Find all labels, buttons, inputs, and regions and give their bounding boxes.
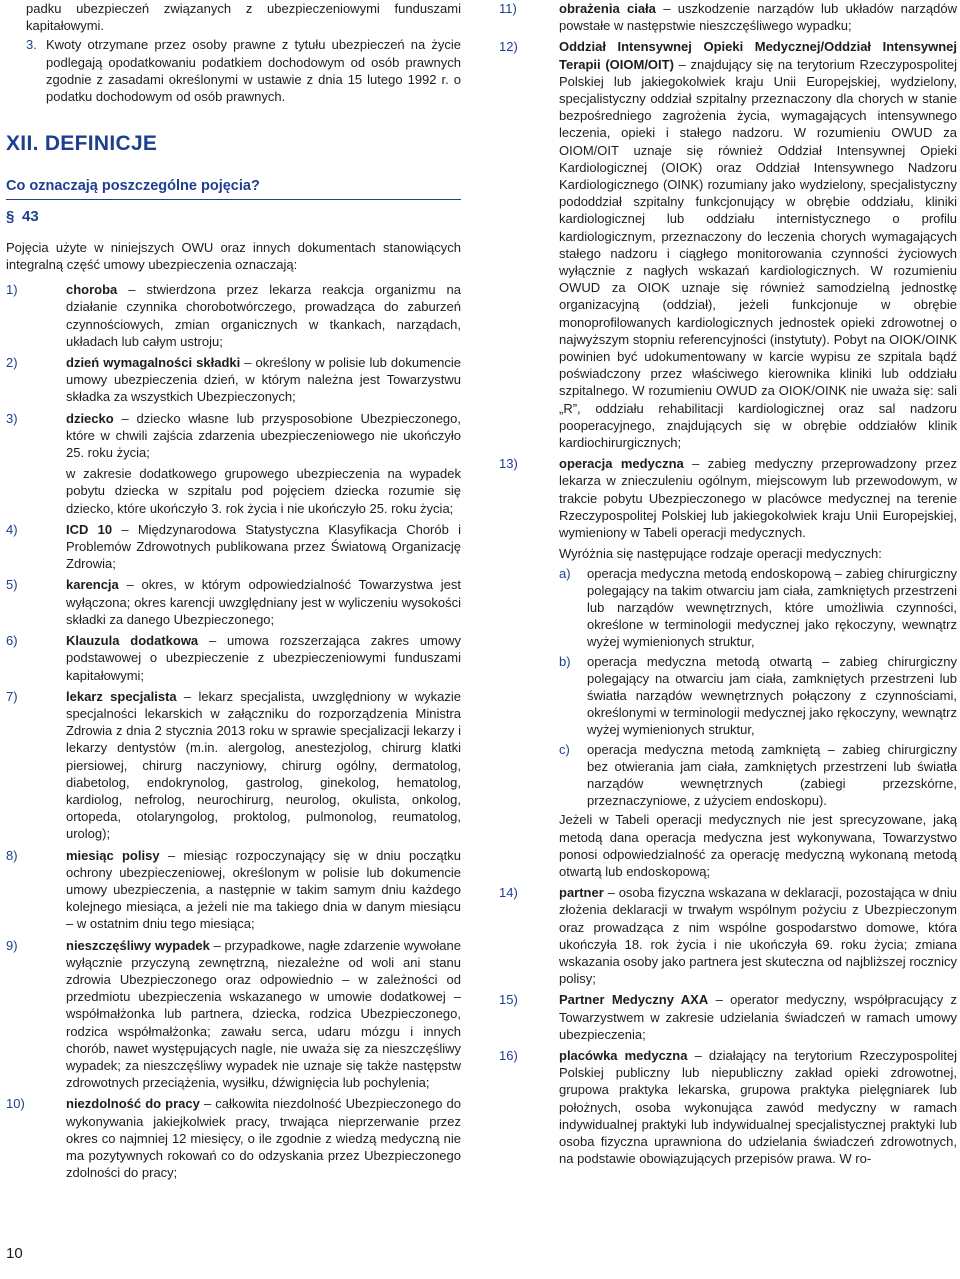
definition-item: [6, 847, 461, 933]
subitem-text: operacja medyczna metodą otwartą – zabieg chirurgiczny polegający na otwarciu jam ciała, zamkniętych przestrzeni lub światła narządów wewnętrznych połączony z czynnościami, określonymi w terminologii medycznej jako rękoczyny, wewnątrz wyżej wymienionych struktur,: [587, 653, 957, 738]
right-column: [499, 0, 957, 1171]
definition-text: – całkowita niezdolność Ubezpieczonego do wykonywania jakiejkolwiek pracy, trwająca nieprzerwanie przez okres co najmniej 12 miesięcy, o ile zgodnie z wiedzą medyczną nie ma pozytywnych rokowań co do odzyskania przez Ubezpieczonego zdolności do pracy;: [66, 1096, 461, 1181]
definition-text: – lekarz specjalista, uwzględniony w wykazie specjalności lekarskich w załączniku do rozporządzenia Ministra Zdrowia z dnia 2 stycznia 2013 roku w sprawie specjalizacji lekarzy i lekarzy dentystów (m.in. alergolog, anestezjolog, chirurg klatki piersiowej, chirurg naczyniowy, chirurg ogólny, dermatolog, diabetolog, endokrynolog, gastrolog, ginekolog, hematolog, kardiolog, nefrolog, neurochirurg, neurolog, okulista, onkolog, ortopeda, otolaryngolog, proktolog, pulmonolog, reumatolog, urolog);: [66, 688, 461, 842]
definition-text: – umowa rozszerzająca zakres umowy podstawowej o ubezpieczenie z ubezpieczeniowymi funduszami kapitałowymi;: [66, 633, 461, 683]
paragraph-number: [6, 208, 461, 225]
definition-paragraph: [66, 410, 461, 462]
definition-paragraph: [559, 1047, 957, 1167]
definition-body: [66, 688, 461, 843]
definition-term: placówka medyczna: [559, 1047, 688, 1063]
definition-number: 2): [6, 355, 18, 371]
definition-term: miesiąc polisy: [66, 847, 160, 863]
definition-item: [6, 632, 461, 684]
definition-term: choroba: [66, 282, 118, 298]
definitions-list-right: [499, 0, 957, 1167]
definition-number: 15): [499, 992, 518, 1008]
left-column: [6, 0, 461, 1185]
definition-subitem: [559, 653, 957, 739]
definition-paragraph: [66, 937, 461, 1092]
definition-item: [499, 0, 957, 34]
definition-item: [6, 354, 461, 406]
definition-number: 7): [6, 688, 18, 704]
definition-text: – zabieg medyczny przeprowadzony przez lekarza w znieczuleniu ogólnym, miejscowym lub przewodowym, w trakcie pobytu Ubezpieczonego w placówce medycznej na terenie Rzeczypospolitej Polskiej lub jakiegokolwiek kraju Unii Europejskiej, wymieniony w Tabeli operacji medycznych.: [559, 456, 957, 541]
paragraph-number-value: 43: [22, 207, 39, 225]
definition-number: 12): [499, 39, 518, 55]
definition-body: [66, 937, 461, 1092]
definition-text: – okres, w którym odpowiedzialność Towarzystwa jest wyłączona; okres karencji uwzględniany jest w wyliczeniu wysokości składki za danego Ubezpieczonego;: [66, 577, 461, 627]
definition-text: – uszkodzenie narządów lub układów narządów powstałe w następstwie nieszczęśliwego wypadku;: [559, 1, 957, 34]
definition-item: [6, 521, 461, 573]
definition-item: [6, 281, 461, 350]
definition-item: [499, 38, 957, 451]
definitions-list-left: [6, 281, 461, 1181]
definition-number: 16): [499, 1047, 518, 1063]
definition-number: 13): [499, 456, 518, 472]
definition-body: [66, 632, 461, 684]
continued-text: padku ubezpieczeń związanych z ubezpieczeniowymi funduszami kapitałowymi.: [26, 1, 461, 34]
subheading: Co oznaczają poszczególne pojęcia?: [6, 178, 461, 199]
subitem-letter: c): [559, 741, 570, 757]
definition-body: [66, 576, 461, 628]
definition-term: dziecko: [66, 410, 114, 426]
definition-paragraph: [559, 991, 957, 1043]
subitem-text: operacja medyczna metodą endoskopową – zabieg chirurgiczny polegający na takim otwarciu jam ciała, zamkniętych przestrzeni lub narządów wewnętrznych, które umożliwia czynności, określone w terminologii medycznej jako rękoczyny, wewnątrz wyżej wymienionych struktur,: [587, 565, 957, 650]
definition-number: 14): [499, 885, 518, 901]
list-text: Kwoty otrzymane przez osoby prawne z tytułu ubezpieczeń na życie podlegają opodatkowaniu podatkiem dochodowym od osób prawnych zgodnie z zasadami określonymi w ustawie z dnia 15 lutego 1992 r. o podatku dochodowym od osób prawnych.: [46, 37, 461, 105]
definition-term: operacja medyczna: [559, 456, 684, 472]
definition-paragraph: [66, 521, 461, 573]
definition-tail: Jeżeli w Tabeli operacji medycznych nie jest sprecyzowane, jaką metodą dana operacja medyczna jest wykonywana, Towarzystwo ponosi odpowiedzialność za operację medyczną wykonaną metodą otwartą lub endoskopową;: [559, 812, 957, 879]
definition-text: – miesiąc rozpoczynający się w dniu początku ochrony ubezpieczeniowej, określonym w polisie lub dokumencie umowy ubezpieczenia, a następnie w takim samym dniu każdego kolejnego miesiąca, a jeżeli nie ma takiego dnia w danym miesiącu – w ostatnim dniu tego miesiąca;: [66, 847, 461, 932]
definition-item: [499, 1047, 957, 1167]
subitem-letter: a): [559, 565, 571, 581]
definition-text: – osoba fizyczna wskazana w deklaracji, pozostająca w dniu złożenia deklaracji w trwałym wspólnym pożyciu z Ubezpieczonym oraz prowadząca z nim wspólne gospodarstwo domowe, która ukończyła 18. rok życia i nie ukończyła 69. roku życia; zmiana wskazania osoby jako partnera jest skuteczna od najbliższej rocznicy polisy;: [559, 885, 957, 987]
definition-item: [499, 455, 957, 880]
definition-number: 3): [6, 410, 18, 426]
definition-paragraph: [66, 576, 461, 628]
definition-paragraph: [66, 688, 461, 843]
definition-number: 1): [6, 282, 18, 298]
definition-paragraph: [66, 281, 461, 350]
definition-paragraph: [559, 455, 957, 541]
definition-term: lekarz specjalista: [66, 688, 177, 704]
paragraph-mark: §: [6, 207, 15, 225]
definition-item: [6, 576, 461, 628]
definition-subitem: [559, 565, 957, 651]
definition-text: – operator medyczny, współpracujący z Towarzystwem w zakresie udzielania świadczeń w ramach umowy ubezpieczenia;: [559, 992, 958, 1042]
definition-term: nieszczęśliwy wypadek: [66, 937, 210, 953]
definition-body: [66, 1095, 461, 1181]
definition-body: [559, 38, 957, 451]
definition-body: [559, 991, 957, 1043]
definition-item: [499, 884, 957, 987]
definition-term: karencja: [66, 577, 119, 593]
subitem-letter: b): [559, 653, 571, 669]
definition-paragraph: [66, 1095, 461, 1181]
definition-item: [6, 937, 461, 1092]
definition-body: [559, 455, 957, 880]
definition-number: 5): [6, 577, 18, 593]
definition-number: 8): [6, 847, 18, 863]
definition-text: – działający na terytorium Rzeczypospolitej Polskiej publiczny lub niepubliczny zakład opieki zdrowotnej, grupowa praktyka lekarska, grupowa praktyka pielęgniarek lub położnych, osoba wykonująca zawód medyczny w ramach indywidualnej praktyki lub indywidualnej specjalistycznej praktyki lub osoba fizyczna uprawniona do udzielania świadczeń zdrowotnych, na podstawie obowiązujących przepisów prawa. W ro-: [559, 1047, 958, 1167]
definition-item: [6, 410, 461, 517]
definition-number: 6): [6, 633, 18, 649]
list-item: [6, 36, 461, 105]
subitem-text: operacja medyczna metodą zamkniętą – zabieg chirurgiczny bez otwierania jam ciała, zamkniętych przestrzeni lub światła narządów wewnętrznych (zabiegi przezskórne, przeznaczyniowe, z użyciem endoskopu).: [587, 741, 957, 809]
section-heading: XII. DEFINICJE: [6, 132, 158, 156]
definition-text: – dziecko własne lub przysposobione Ubezpieczonego, które w chwili zajścia zdarzenia ubezpieczeniowego nie ukończyło 25. roku życia;: [66, 410, 461, 461]
definition-number: 4): [6, 521, 18, 537]
definition-subitem: [559, 741, 957, 810]
definition-item: [6, 688, 461, 843]
definition-text: – przypadkowe, nagłe zdarzenie wywołane wyłącznie przyczyną zewnętrzną, niezależne od woli ani stanu zdrowia Ubezpieczonego oraz odpowiednio – w zależności od przedmiotu ubezpieczenia wskazanego w umowie dodatkowej – współmałżonka lub partnera, dziecka, rodzica Ubezpieczonego, rodzica współmałżonka; zawału serca, udaru mózgu i innych chorób, nawet występujących nagle, nie uważa się za nieszczęśliwy wypadek; za nieszczęśliwy wypadek nie uznaje się także następstw zdrowotnych przeciążenia, wysiłku, dźwignięcia lub pochylenia;: [66, 937, 461, 1091]
definition-number: 9): [6, 937, 18, 953]
definition-text: – Międzynarodowa Statystyczna Klasyfikacja Chorób i Problemów Zdrowotnych publikowana przez Światową Organizację Zdrowia;: [66, 521, 461, 572]
definition-body: [66, 847, 461, 933]
list-number: 3.: [26, 37, 37, 53]
definition-body: [66, 354, 461, 406]
intro-text: Pojęcia użyte w niniejszych OWU oraz innych dokumentach stanowiących integralną część umowy ubezpieczenia oznaczają:: [6, 239, 461, 273]
definition-paragraph: [559, 38, 957, 451]
definition-item: [499, 991, 957, 1043]
definition-term: niezdolność do pracy: [66, 1096, 200, 1112]
definition-body: [559, 884, 957, 987]
definition-body: [66, 410, 461, 517]
definition-term: Klauzula dodatkowa: [66, 633, 199, 649]
definition-paragraph: [66, 847, 461, 933]
definition-term: dzień wymagalności składki: [66, 355, 241, 371]
definition-term: ICD 10: [66, 521, 113, 537]
definition-body: [66, 281, 461, 350]
definition-term: obrażenia ciała: [559, 1, 656, 16]
definition-text: – znajdujący się na terytorium Rzeczypospolitej Polskiej lub jakiegokolwiek kraju Unii Europejskiej, wydzielony, specjalistyczny oddział szpitalny przeznaczony dla chorych w stanie bezpośredniego zagrożenia życia, wymagających intensywnego leczenia, opieki i stałego nadzoru. W rozumieniu OWUD za OIOM/OIT uznaje się również Oddział Intensywnej Opieki Kardiologicznej (OIOK) oraz Oddział Intensywnego Nadzoru Kardiologicznego (OINK) rozumiany jako wydzielony, specjalistyczny pododdział szpitalny funkcjonujący w obrębie oddziału, kliniki kardiologicznej lub oddziału internistycznego o profilu kardiologicznym, przeznaczony do leczenia chorych wymagających stałego nadzoru i ciągłego monitorowania czynności życiowych wyłącznie z nagłych wskazań kardiologicznych. W rozumieniu OWUD za OIOK uznaje się również samodzielną jednostkę organizacyjną (oddział), jeżeli funkcjonuje w obrębie monoprofilowanych kardiologicznych jednostek opieki zdrowotnej o najwyższym stopniu referencyjności (instytuty). Pobyt na OIOK/OINK powinien być udokumentowany w karcie wypisu ze szpitala bądź poświadczony przez właściwego kierownika kliniki lub oddziału szpitalnego. W rozumieniu OWUD za OIOK/OINK nie uważa się: sali „R”, oddziału rehabilitacji kardiologicznej oraz sal nadzoru pooperacyjnego, znajdujących się w obrębie oddziałów klinik kardiochirurgicznych;: [559, 56, 957, 451]
page-number: 10: [6, 1245, 23, 1262]
definition-paragraph: [559, 884, 957, 987]
definition-number: 11): [499, 1, 517, 16]
definition-paragraph: [66, 354, 461, 406]
definition-term: Oddział Intensywnej Opieki Medycznej/Oddział Intensywnej Terapii (OIOM/OIT): [559, 39, 957, 72]
definition-lead: Wyróżnia się następujące rodzaje operacji medycznych:: [559, 546, 882, 562]
definition-term: partner: [559, 885, 604, 901]
definition-body: [559, 1047, 957, 1167]
definition-body: [66, 521, 461, 573]
definition-text: – stwierdzona przez lekarza reakcja organizmu na działanie czynnika chorobotwórczego, prowadząca do zaburzeń czynnościowych, zmian organicznych w tkankach, narządach, układach lub całym ustroju;: [66, 282, 461, 349]
definition-extra: w zakresie dodatkowego grupowego ubezpieczenia na wypadek pobytu dziecka w szpitalu pod pojęciem dziecka rozumie się dziecko, które ukończyło 3. rok życia i nie ukończyło 25. roku życia;: [66, 466, 461, 516]
definition-item: [6, 1095, 461, 1181]
definition-number: 10): [6, 1096, 25, 1112]
definition-body: [559, 0, 957, 34]
definition-paragraph: [66, 632, 461, 684]
definition-term: Partner Medyczny AXA: [559, 992, 709, 1008]
definition-text: – określony w polisie lub dokumencie umowy ubezpieczenia dzień, w którym należna jest Towarzystwu składka za wszystkich Ubezpieczonych;: [66, 355, 461, 405]
definition-paragraph: [559, 0, 957, 34]
